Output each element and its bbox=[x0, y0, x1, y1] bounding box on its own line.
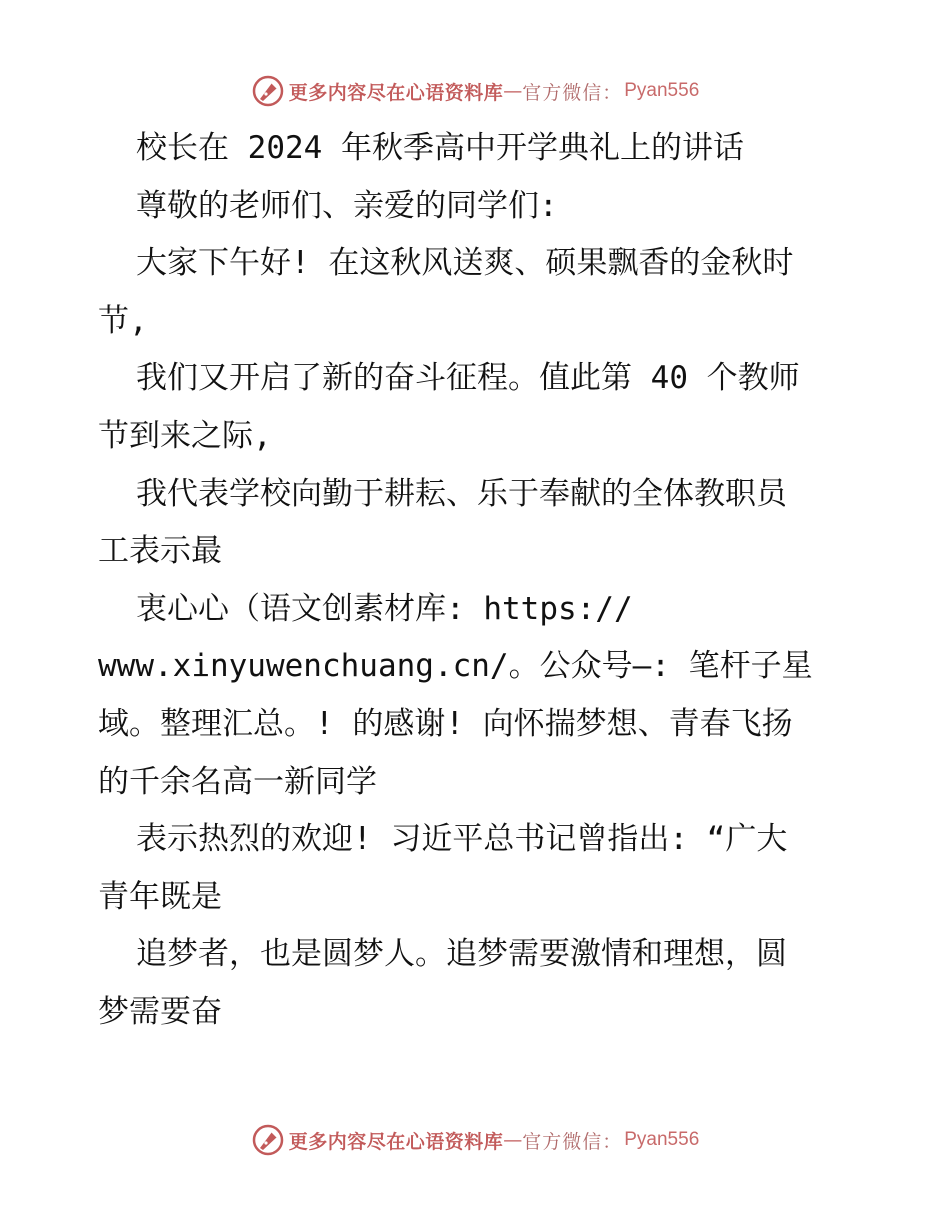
text-line: 校长在 2024 年秋季高中开学典礼上的讲话 bbox=[136, 130, 744, 166]
banner-wechat-id: Pyan556 bbox=[624, 1129, 700, 1150]
banner-main-text: 更多内容尽在心语资料库 bbox=[288, 1130, 504, 1153]
text-line: 节, bbox=[98, 302, 148, 339]
banner-wechat-label: 官方微信： bbox=[522, 81, 623, 104]
pen-nib-logo-icon bbox=[251, 74, 285, 108]
text-line: 追梦者，也是圆梦人。追梦需要激情和理想，圆 bbox=[136, 936, 787, 973]
text-line: 梦需要奋 bbox=[98, 993, 222, 1030]
text-line: 我代表学校向勤于耕耘、乐于奉献的全体教职员 bbox=[136, 475, 787, 512]
text-line: 大家下午好! 在这秋风送爽、硕果飘香的金秋时 bbox=[136, 245, 794, 282]
banner-dash: — bbox=[503, 1129, 523, 1151]
text-line: 青年既是 bbox=[98, 878, 222, 915]
text-line: 尊敬的老师们、亲爱的同学们: bbox=[136, 187, 558, 224]
text-line: 的千余名高一新同学 bbox=[98, 763, 377, 800]
text-line: 表示热烈的欢迎! 习近平总书记曾指出: “广大 bbox=[136, 821, 788, 858]
banner-wechat-id: Pyan556 bbox=[624, 80, 700, 101]
text-line: 工表示最 bbox=[98, 533, 222, 570]
text-line: 我们又开启了新的奋斗征程。值此第 40 个教师 bbox=[136, 360, 800, 397]
banner-main-text: 更多内容尽在心语资料库 bbox=[288, 81, 504, 104]
text-line: 域。整理汇总。! 的感谢! 向怀揣梦想、青春飞扬 bbox=[98, 705, 793, 742]
footer-banner bbox=[0, 1120, 950, 1160]
header-banner bbox=[0, 71, 950, 111]
pen-nib-logo-icon bbox=[251, 1123, 285, 1157]
banner-dash: — bbox=[503, 80, 523, 102]
text-line: 衷心心（语文创素材库: https:// bbox=[136, 590, 633, 627]
banner-wechat-label: 官方微信： bbox=[522, 1130, 623, 1153]
document-body bbox=[98, 120, 858, 1042]
text-line: 节到来之际, bbox=[98, 417, 272, 454]
text-line: www.xinyuwenchuang.cn/。公众号—: 笔杆子星 bbox=[98, 648, 813, 685]
